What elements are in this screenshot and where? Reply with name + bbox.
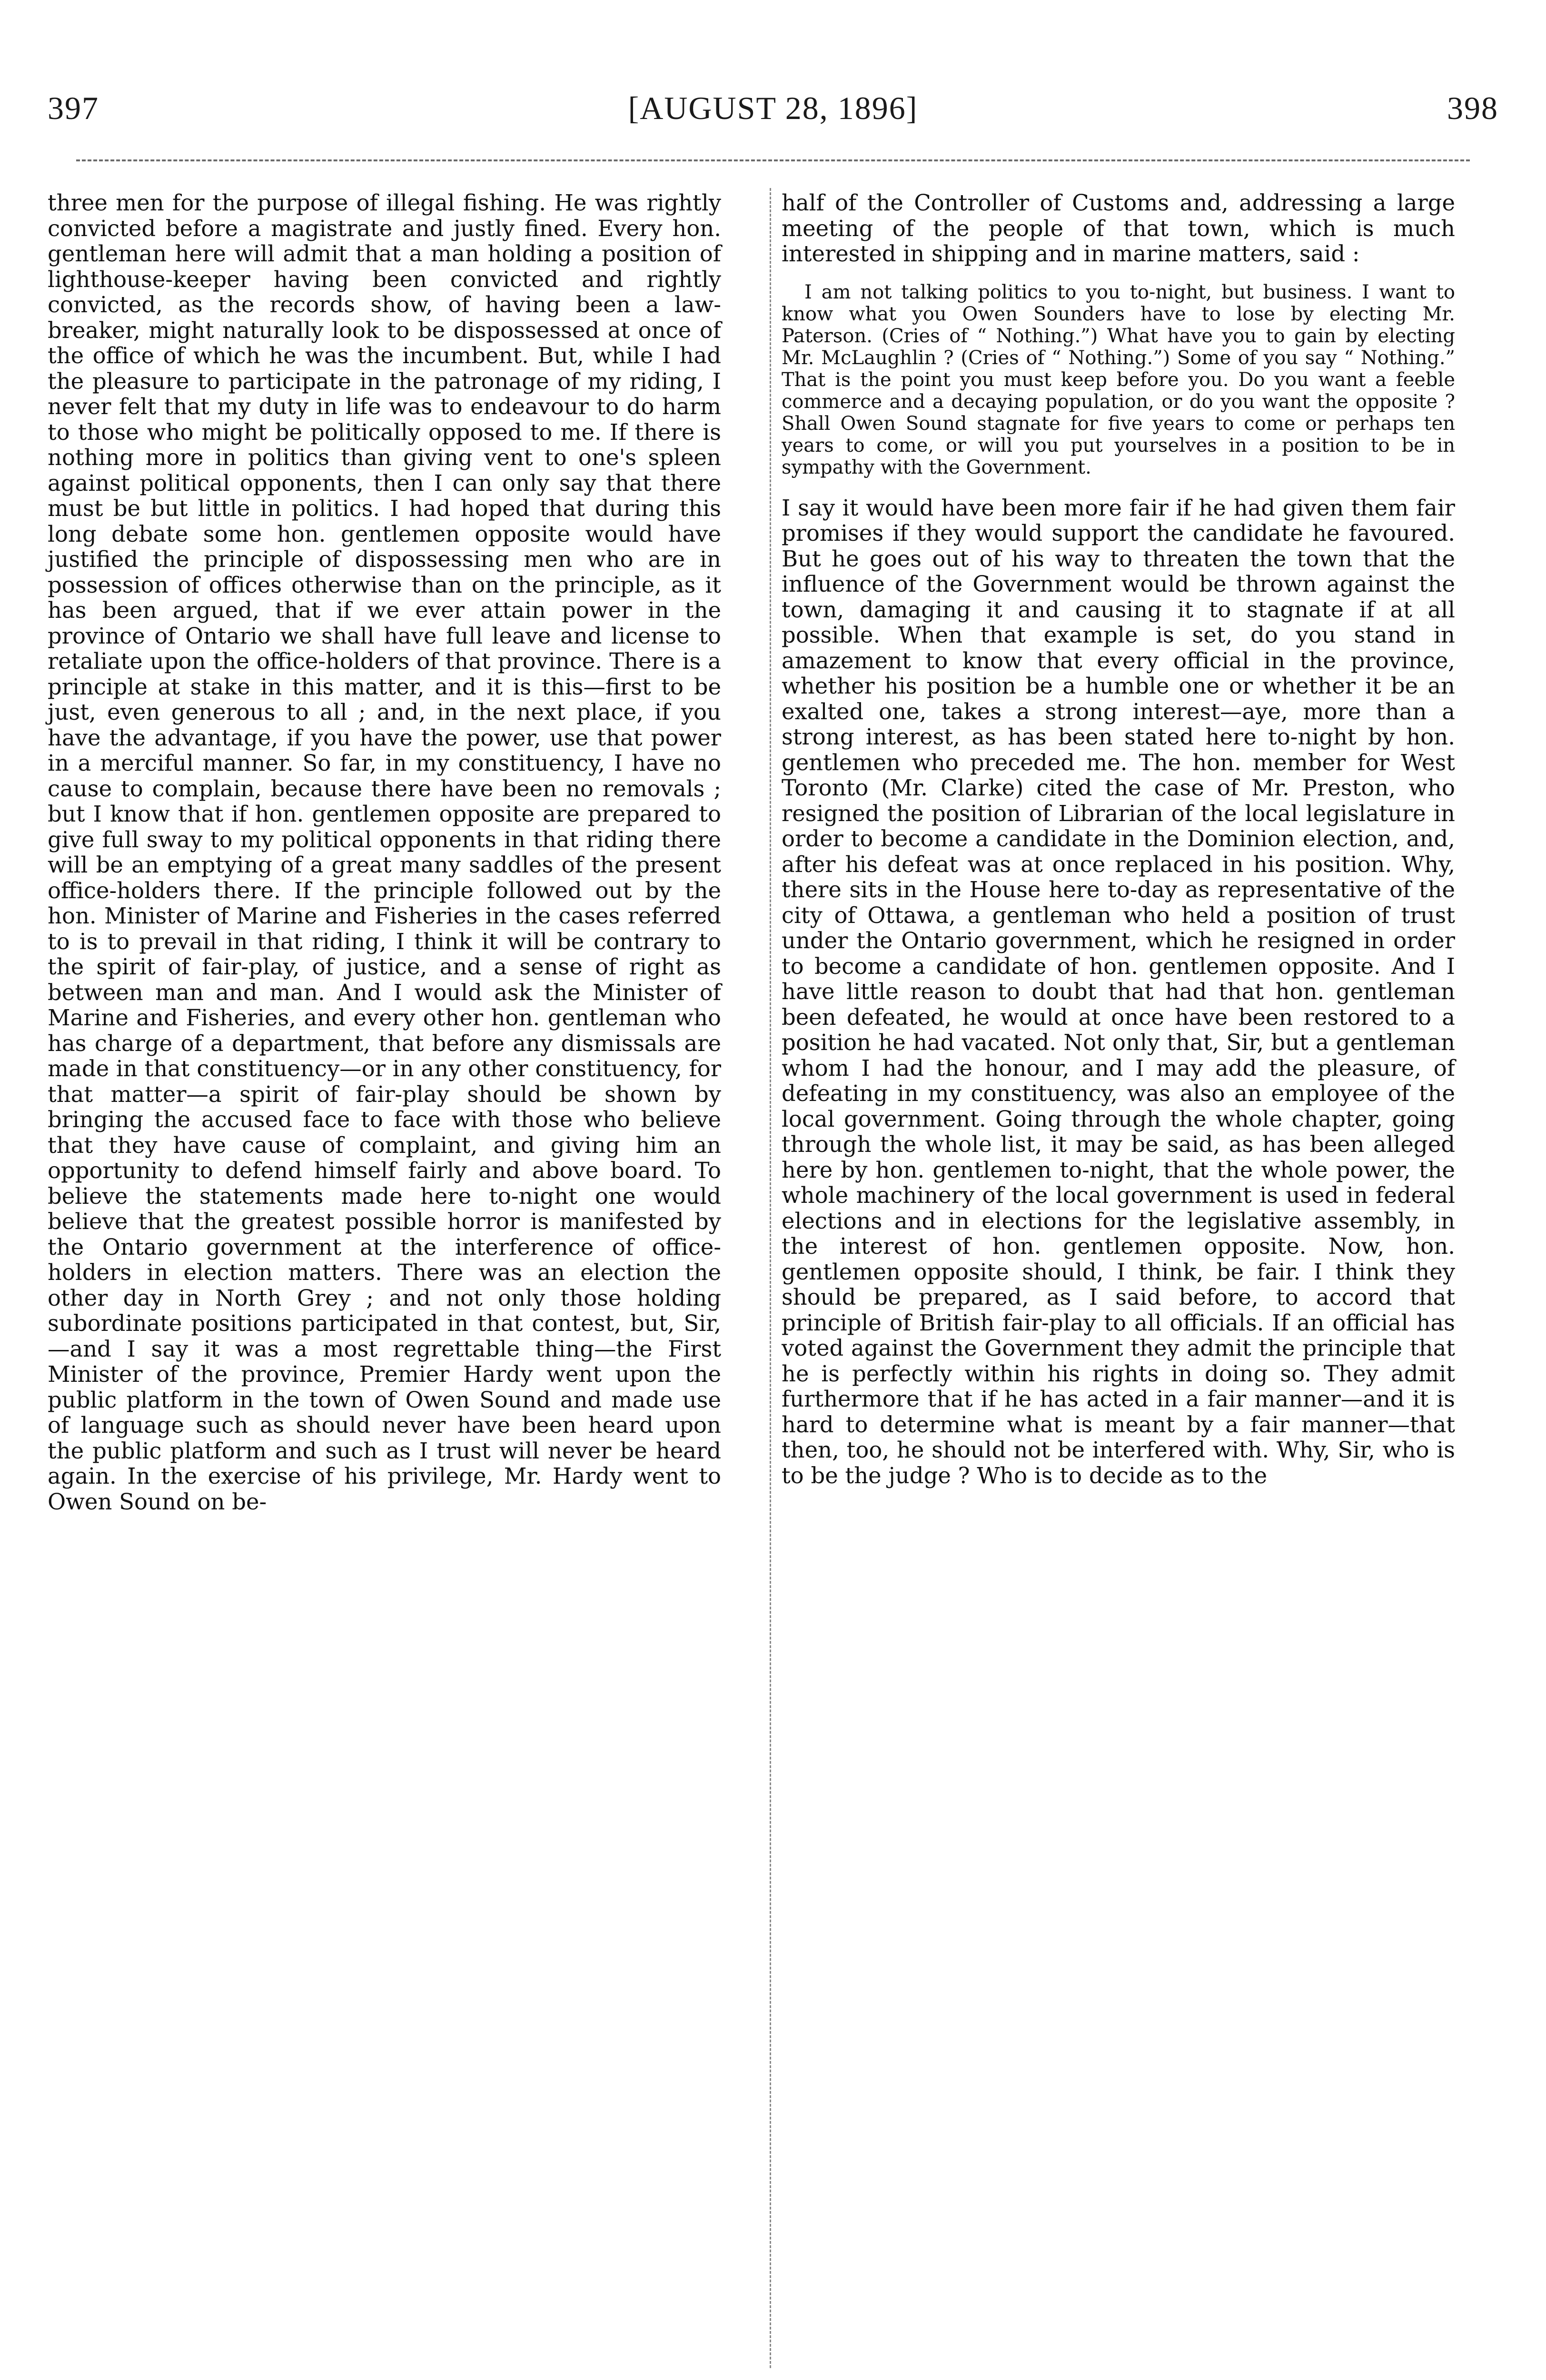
right-paragraph-main: I say it would have been more fair if he had given them fair promises if they would support the candidate he favoured. But he goes out of his way to threaten the town that the influence of the Government would be thrown against the town, damaging it and causing it to stagnate if at all possible. When that example is set, do you stand in amazement to know that every official in the province, whether his position be a humble one or whether it be an exalted one, takes a strong interest—aye, more than a strong interest, as has been stated here to-night by hon. gentlemen who preceded me. The hon. member for West Toronto (Mr. Clarke) cited the case of Mr. Preston, who resigned the position of Librarian of the local legislature in order to become a candidate in the Dominion election, and, after his defeat was at once replaced in his position. Why, there sits in the House here to-day as representative of the city of Ottawa, a gentleman who held a position of trust under the Ontario government, which he resigned in order to become a candidate of hon. gentlemen opposite. And I have little reason to doubt that had that hon. gentleman been defeated, he would at once have been restored to a position he had vacated. Not only that, Sir, but a gentleman whom I had the honour, and I may add the pleasure, of defeating in my constituency, was also an employee of the local government. Going through the whole chapter, going through the whole list, it may be said, as has been alleged here by hon. gentlemen to-night, that the whole power, the whole machinery of the local government is used in federal elections and in elections for the legislative assembly, in the interest of hon. gentlemen opposite. Now, hon. gentlemen opposite should, I think, be fair. I think they should be prepared, as I said before, to accord that principle of British fair-play to all officials. If an official has voted against the Government they admit the principle that he is perfectly within his rights in doing so. They admit furthermore that if he has acted in a fair manner—and it is hard to determine what is meant by a fair manner—that then, too, he should not be interfered with. Why, Sir, who is to be the judge ? Who is to decide as to the [782,495,1455,1488]
right-column [782,190,1455,1488]
page-header [48,89,1498,132]
quoted-speech: I am not talking politics to you to-night, but business. I want to know what you Owen Sounders have to lose by electing Mr. Paterson. (Cries of “ Nothing.”) What have you to gain by electing Mr. McLaughlin ? (Cries of “ Nothing.”) Some of you say “ Nothing.” That is the point you must keep before you. Do you want a feeble commerce and a decaying population, or do you want the opposite ? Shall Owen Sound stagnate for five years to come or perhaps ten years to come, or will you put yourselves in a position to be in sympathy with the Government. [782,281,1455,478]
left-column [48,190,721,1515]
page-number-left: 397 [48,90,99,126]
right-paragraph-intro: half of the Controller of Customs and, addressing a large meeting of the people of that town, which is much interested in shipping and in marine matters, said : [782,190,1455,267]
page-number-right: 398 [1447,90,1498,126]
column-divider [770,188,771,2368]
left-paragraph: three men for the purpose of illegal fishing. He was rightly convicted before a magistrate and justly fined. Every hon. gentleman here will admit that a man holding a position of lighthouse-keeper having been convicted and rightly convicted, as the records show, of having been a law-breaker, might naturally look to be dispossessed at once of the office of which he was the incumbent. But, while I had the pleasure to participate in the patronage of my riding, I never felt that my duty in life was to endeavour to do harm to those who might be politically opposed to me. If there is nothing more in politics than giving vent to one's spleen against political opponents, then I can only say that there must be but little in politics. I had hoped that during this long debate some hon. gentlemen opposite would have justified the principle of dispossessing men who are in possession of offices otherwise than on the principle, as it has been argued, that if we ever attain power in the province of Ontario we shall have full leave and license to retaliate upon the office-holders of that province. There is a principle at stake in this matter, and it is this—first to be just, even generous to all ; and, in the next place, if you have the advantage, if you have the power, use that power in a merciful manner. So far, in my constituency, I have no cause to complain, because there have been no removals ; but I know that if hon. gentlemen opposite are prepared to give full sway to my political opponents in that riding there will be an emptying of a great many saddles of the present office-holders there. If the principle followed out by the hon. Minister of Marine and Fisheries in the cases referred to is to prevail in that riding, I think it will be contrary to the spirit of fair-play, of justice, and a sense of right as between man and man. And I would ask the Minister of Marine and Fisheries, and every other hon. gentleman who has charge of a department, that before any dismissals are made in that constituency—or in any other constituency, for that matter—a spirit of fair-play should be shown by bringing the accused face to face with those who believe that they have cause of complaint, and giving him an opportunity to defend himself fairly and above board. To believe the statements made here to-night one would believe that the greatest possible horror is manifested by the Ontario government at the interference of office-holders in election matters. There was an election the other day in North Grey ; and not only those holding subordinate positions participated in that contest, but, Sir,—and I say it was a most regrettable thing—the First Minister of the province, Premier Hardy went upon the public platform in the town of Owen Sound and made use of language such as should never have been heard upon the public platform and such as I trust will never be heard again. In the exercise of his privilege, Mr. Hardy went to Owen Sound on be- [48,190,721,1515]
header-rule [76,159,1470,161]
page-date: [AUGUST 28, 1896] [628,90,918,126]
